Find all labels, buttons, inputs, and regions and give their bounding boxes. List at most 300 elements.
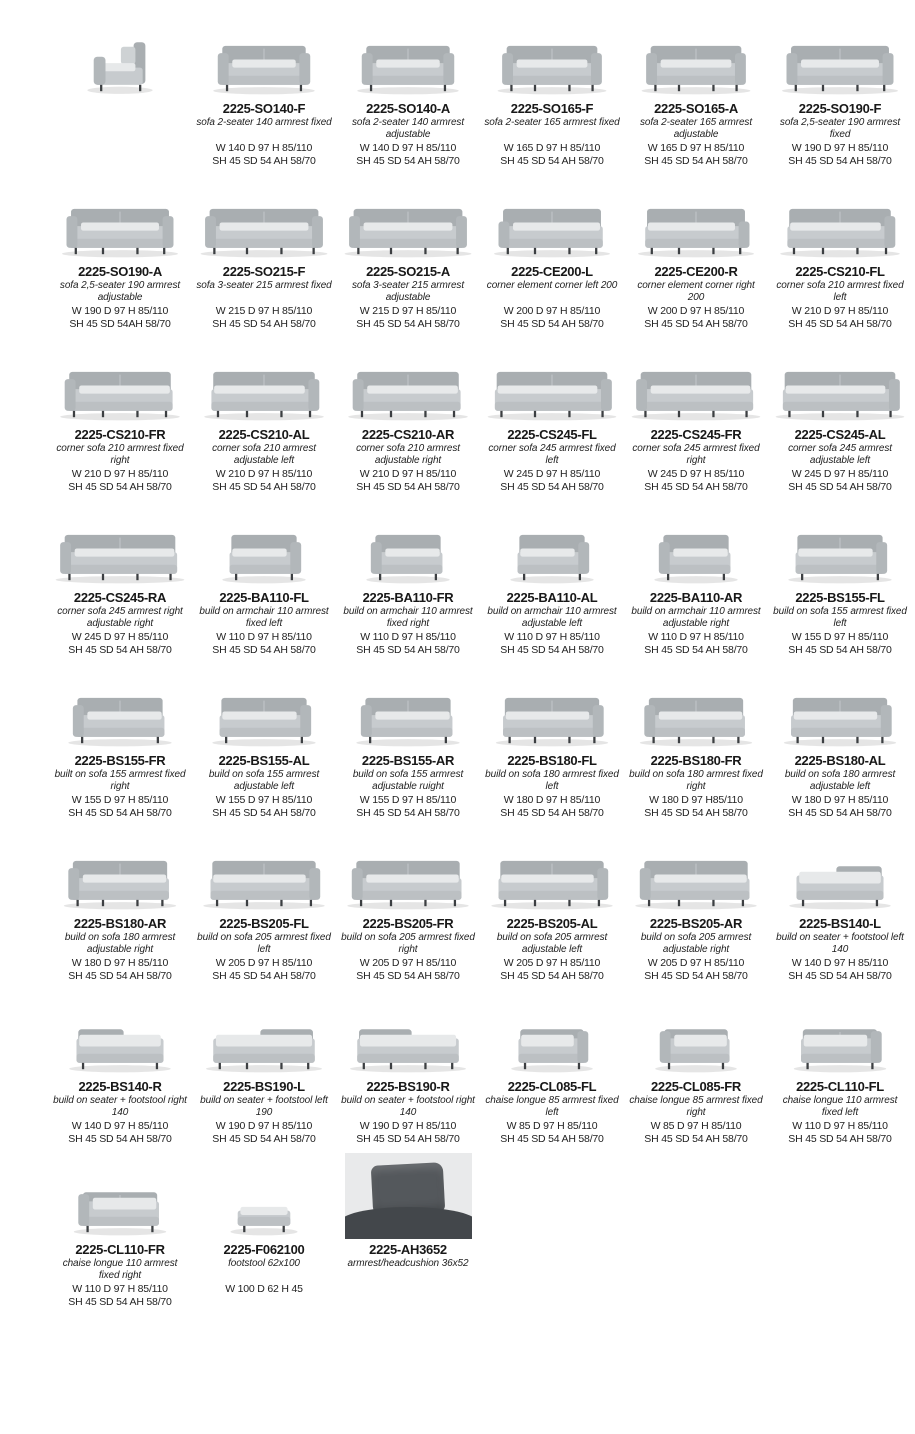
dimensions-line-seat: SH 45 SD 54 AH 58/70	[500, 481, 604, 493]
product-card	[768, 678, 912, 841]
dimensions-line-main: W 140 D 97 H 85/110	[71, 1120, 169, 1132]
product-dimensions	[628, 1120, 764, 1146]
product-dimensions	[772, 468, 908, 494]
product-description: corner element corner right 200	[637, 280, 755, 303]
dimensions-line-main: W 180 D 97 H85/110	[649, 794, 743, 806]
build-sofa-180-right-image	[628, 678, 764, 750]
sofa-render	[340, 193, 476, 261]
sofa-render	[52, 30, 188, 98]
dimensions-line-seat: SH 45 SD 54 AH 58/70	[356, 807, 460, 819]
product-description: build on sofa 205 armrest adjustable left	[496, 932, 608, 955]
dimensions-line-seat: SH 45 SD 54 AH 58/70	[68, 1133, 172, 1145]
sofa-render	[340, 845, 476, 913]
sofa-215-image	[340, 189, 476, 261]
sofa-render	[484, 1008, 620, 1076]
dimensions-line-main: W 245 D 97 H 85/110	[791, 468, 889, 480]
dimensions-line-main: W 110 D 97 H 85/110	[360, 631, 456, 643]
product-code: 2225-F062100	[223, 1242, 305, 1257]
product-description: build on sofa 180 armrest fixed right	[629, 769, 763, 792]
product-code: 2225-BS140-R	[78, 1079, 162, 1094]
dimensions-line-main: W 210 D 97 H 85/110	[215, 468, 313, 480]
armchair-right-image	[340, 515, 476, 587]
sofa-render	[196, 356, 332, 424]
sofa-165-image	[484, 26, 620, 98]
product-dimensions	[196, 142, 332, 168]
dimensions-line-main: W 245 D 97 H 85/110	[503, 468, 601, 480]
dimensions-line-seat: SH 45 SD 54 AH 58/70	[356, 1133, 460, 1145]
product-card	[768, 26, 912, 189]
product-code: 2225-CS210-FR	[74, 427, 166, 442]
product-card	[192, 515, 336, 678]
product-card	[480, 1004, 624, 1167]
product-description: build on seater + footstool left 140	[776, 932, 904, 955]
product-card	[768, 189, 912, 352]
dimensions-line-seat: SH 45 SD 54 AH 58/70	[356, 970, 460, 982]
product-dimensions	[484, 142, 620, 168]
dimensions-line-main: W 155 D 97 H 85/110	[215, 794, 313, 806]
product-description: build on sofa 180 armrest fixed left	[485, 769, 619, 792]
product-dimensions	[772, 305, 908, 331]
product-code: 2225-CS210-AL	[218, 427, 310, 442]
dimensions-line-main: W 155 D 97 H 85/110	[359, 794, 457, 806]
product-code: 2225-CL110-FR	[75, 1242, 165, 1257]
product-description: corner sofa 210 armrest adjustable right	[356, 443, 460, 466]
dimensions-line-main: W 110 D 97 H 85/110	[648, 631, 744, 643]
corner-element-left-image	[484, 189, 620, 261]
product-code: 2225-BS205-FR	[362, 916, 454, 931]
product-grid	[48, 26, 912, 1330]
product-card	[336, 189, 480, 352]
product-code: 2225-SO165-F	[510, 101, 594, 116]
chaise-110-right-image	[52, 1167, 188, 1239]
sofa-render	[340, 682, 476, 750]
product-card	[624, 26, 768, 189]
dimensions-line-seat: SH 45 SD 54 AH 58/70	[644, 155, 748, 167]
product-card	[624, 515, 768, 678]
product-card	[192, 1167, 336, 1330]
dimensions-line-seat: SH 45 SD 54 AH 58/70	[500, 318, 604, 330]
corner-element-right-image	[628, 189, 764, 261]
product-code: 2225-BS180-FL	[507, 753, 597, 768]
dimensions-line-seat: SH 45 SD 54 AH 58/70	[500, 1133, 604, 1145]
product-code: 2225-CS245-AL	[794, 427, 886, 442]
corner-sofa-245-left-image	[772, 352, 908, 424]
dimensions-line-main: W 165 D 97 H 85/110	[647, 142, 745, 154]
dimensions-line-main: W 190 D 97 H 85/110	[359, 1120, 457, 1132]
sofa-190-image	[772, 26, 908, 98]
product-description: build on sofa 155 armrest adjustable ruight	[352, 769, 464, 792]
dimensions-line-main: W 110 D 97 H 85/110	[216, 631, 312, 643]
sofa-render	[52, 682, 188, 750]
product-dimensions	[340, 142, 476, 168]
product-code: 2225-CS245-RA	[73, 590, 167, 605]
sofa-render	[52, 1008, 188, 1076]
corner-sofa-245-left-image	[484, 352, 620, 424]
product-card	[48, 515, 192, 678]
product-code: 2225-SO190-A	[78, 264, 162, 279]
product-dimensions	[196, 468, 332, 494]
product-card	[480, 678, 624, 841]
dimensions-line-seat: SH 45 SD 54 AH 58/70	[644, 1133, 748, 1145]
seater-footstool-190-left-image	[196, 1004, 332, 1076]
sofa-render	[484, 356, 620, 424]
sofa-render	[196, 30, 332, 98]
product-dimensions	[196, 1283, 332, 1296]
product-description: build on sofa 180 armrest adjustable right	[64, 932, 176, 955]
product-card	[624, 352, 768, 515]
product-description: corner sofa 245 armrest fixed left	[488, 443, 616, 466]
product-description: corner sofa 245 armrest adjustable left	[788, 443, 892, 466]
sofa-render	[196, 1008, 332, 1076]
product-dimensions	[196, 957, 332, 983]
product-dimensions	[628, 468, 764, 494]
product-code: 2225-BS190-L	[223, 1079, 305, 1094]
sofa-render	[340, 1008, 476, 1076]
sofa-215-image	[196, 189, 332, 261]
product-card	[624, 1004, 768, 1167]
product-description: build on sofa 205 armrest fixed left	[197, 932, 331, 955]
product-card	[192, 352, 336, 515]
dimensions-line-seat: SH 45 SD 54 AH 58/70	[356, 644, 460, 656]
dimensions-line-main: W 190 D 97 H 85/110	[791, 142, 889, 154]
sofa-render	[196, 845, 332, 913]
product-description: corner sofa 245 armrest fixed right	[632, 443, 760, 466]
product-code: 2225-SO215-A	[366, 264, 450, 279]
dimensions-line-main: W 180 D 97 H 85/110	[791, 794, 889, 806]
sofa-render	[52, 519, 188, 587]
product-dimensions	[52, 1283, 188, 1309]
dimensions-line-seat: SH 45 SD 54 AH 58/70	[212, 970, 316, 982]
sofa-render	[484, 193, 620, 261]
product-description: chaise longue 85 armrest fixed right	[629, 1095, 763, 1118]
product-dimensions	[628, 794, 764, 820]
sofa-190-image	[52, 189, 188, 261]
sofa-render	[628, 193, 764, 261]
headcushion-image	[340, 1153, 476, 1239]
product-dimensions	[628, 305, 764, 331]
chaise-85-right-image	[628, 1004, 764, 1076]
product-dimensions	[196, 631, 332, 657]
sofa-render	[484, 682, 620, 750]
build-sofa-205-right-image	[628, 841, 764, 913]
product-card	[336, 841, 480, 1004]
product-card	[480, 515, 624, 678]
product-description: corner sofa 210 armrest fixed left	[776, 280, 904, 303]
dimensions-line-seat: SH 45 SD 54 AH 58/70	[644, 318, 748, 330]
headcushion-photo	[345, 1153, 472, 1239]
product-description: sofa 2,5-seater 190 armrest adjustable	[59, 280, 181, 303]
product-description: chaise longue 110 armrest fixed left	[782, 1095, 898, 1118]
product-code: 2225-SO165-A	[654, 101, 738, 116]
product-card	[624, 841, 768, 1004]
product-description: build on seater + footstool right 140	[53, 1095, 187, 1118]
product-description: sofa 2-seater 165 armrest adjustable	[640, 117, 752, 140]
product-code: 2225-BA110-FR	[362, 590, 454, 605]
sofa-render	[772, 193, 908, 261]
product-dimensions	[628, 957, 764, 983]
product-card	[192, 1004, 336, 1167]
armchair-right-image	[628, 515, 764, 587]
dimensions-line-seat: SH 45 SD 54 AH 58/70	[788, 970, 892, 982]
sofa-render	[772, 356, 908, 424]
sofa-render	[484, 519, 620, 587]
dimensions-line-main: W 180 D 97 H 85/110	[503, 794, 601, 806]
dimensions-line-main: W 155 D 97 H 85/110	[71, 794, 169, 806]
product-dimensions	[340, 957, 476, 983]
footstool-image	[196, 1167, 332, 1239]
product-dimensions	[52, 468, 188, 494]
product-code: 2225-BS205-AL	[506, 916, 598, 931]
seater-footstool-190-right-image	[340, 1004, 476, 1076]
product-description	[52, 101, 188, 124]
sofa-render	[628, 1008, 764, 1076]
product-card	[768, 841, 912, 1004]
dimensions-line-seat: SH 45 SD 54 AH 58/70	[212, 318, 316, 330]
product-card	[192, 26, 336, 189]
sofa-render	[772, 845, 908, 913]
dimensions-line-seat: SH 45 SD 54 AH 58/70	[788, 155, 892, 167]
dimensions-line-seat: SH 45 SD 54 AH 58/70	[788, 807, 892, 819]
product-description: footstool 62x100	[228, 1258, 300, 1269]
product-description: build on sofa 155 armrest adjustable left	[208, 769, 320, 792]
dimensions-line-main: W 200 D 97 H 85/110	[647, 305, 745, 317]
product-description: chaise longue 110 armrest fixed right	[62, 1258, 178, 1281]
product-code: 2225-SO190-F	[798, 101, 882, 116]
product-card	[624, 678, 768, 841]
sofa-render	[52, 193, 188, 261]
product-card	[480, 189, 624, 352]
product-description: build on sofa 205 armrest adjustable right	[640, 932, 752, 955]
dimensions-line-main: W 210 D 97 H 85/110	[791, 305, 889, 317]
dimensions-line-main: W 205 D 97 H 85/110	[215, 957, 313, 969]
product-dimensions	[772, 957, 908, 983]
dimensions-line-main: W 245 D 97 H 85/110	[647, 468, 745, 480]
product-code: 2225-SO215-F	[222, 264, 306, 279]
product-dimensions	[52, 957, 188, 983]
product-card	[192, 678, 336, 841]
product-description: corner element corner left 200	[486, 280, 618, 291]
product-card	[48, 189, 192, 352]
product-card	[336, 1167, 480, 1330]
product-code: 2225-CE200-R	[654, 264, 738, 279]
product-code: 2225-CL085-FR	[650, 1079, 742, 1094]
build-sofa-155-left-image	[772, 515, 908, 587]
dimensions-line-seat: SH 45 SD 54AH 58/70	[69, 318, 171, 330]
product-code: 2225-SO140-F	[222, 101, 306, 116]
product-code: 2225-BS205-FL	[219, 916, 309, 931]
product-dimensions	[52, 305, 188, 331]
product-card	[768, 352, 912, 515]
build-sofa-205-left-image	[484, 841, 620, 913]
corner-sofa-245-right-image	[52, 515, 188, 587]
dimensions-line-seat: SH 45 SD 54 AH 58/70	[68, 481, 172, 493]
product-dimensions	[772, 142, 908, 168]
dimensions-line-main: W 205 D 97 H 85/110	[503, 957, 601, 969]
product-description: sofa 2,5-seater 190 armrest fixed	[779, 117, 901, 140]
dimensions-line-main: W 110 D 97 H 85/110	[504, 631, 600, 643]
dimensions-line-seat: SH 45 SD 54 AH 58/70	[500, 644, 604, 656]
product-description: corner sofa 210 armrest fixed right	[56, 443, 184, 466]
product-card	[192, 189, 336, 352]
dimensions-line-seat: SH 45 SD 54 AH 58/70	[212, 481, 316, 493]
dimensions-line-main: W 140 D 97 H 85/110	[791, 957, 889, 969]
dimensions-line-main: W 245 D 97 H 85/110	[71, 631, 169, 643]
dimensions-line-seat: SH 45 SD 54 AH 58/70	[68, 1296, 172, 1308]
product-description: chaise longue 85 armrest fixed left	[485, 1095, 619, 1118]
dimensions-line-seat: SH 45 SD 54 AH 58/70	[500, 807, 604, 819]
dimensions-line-seat: SH 45 SD 54 AH 58/70	[644, 970, 748, 982]
product-code: 2225-CL085-FL	[507, 1079, 597, 1094]
product-code: 2225-AH3652	[369, 1242, 447, 1257]
product-description: sofa 2-seater 165 armrest fixed	[484, 117, 620, 128]
dimensions-line-main: W 215 D 97 H 85/110	[215, 305, 313, 317]
product-card	[336, 515, 480, 678]
dimensions-line-seat: SH 45 SD 54 AH 58/70	[500, 970, 604, 982]
product-card	[48, 26, 192, 189]
dimensions-line-main: W 110 D 97 H 85/110	[72, 1283, 168, 1295]
sofa-render	[196, 682, 332, 750]
sofa-render	[52, 1171, 188, 1239]
product-dimensions	[52, 631, 188, 657]
product-description: build on sofa 155 armrest fixed left	[773, 606, 907, 629]
dimensions-line-main: W 210 D 97 H 85/110	[359, 468, 457, 480]
corner-sofa-210-left-image	[196, 352, 332, 424]
product-description: corner sofa 210 armrest adjustable left	[212, 443, 316, 466]
product-dimensions	[772, 1120, 908, 1146]
product-dimensions	[52, 1120, 188, 1146]
dimensions-line-seat: SH 45 SD 54 AH 58/70	[356, 481, 460, 493]
product-dimensions	[484, 957, 620, 983]
corner-sofa-210-left-image	[772, 189, 908, 261]
dimensions-line-seat: SH 45 SD 54 AH 58/70	[356, 318, 460, 330]
dimensions-line-seat: SH 45 SD 54 AH 58/70	[788, 318, 892, 330]
product-card	[48, 678, 192, 841]
build-sofa-205-right-image	[340, 841, 476, 913]
product-description: build on seater + footstool right 140	[341, 1095, 475, 1118]
corner-sofa-245-right-image	[628, 352, 764, 424]
product-description: build on sofa 180 armrest adjustable left	[784, 769, 896, 792]
sofa-render	[52, 356, 188, 424]
dimensions-line-main: W 210 D 97 H 85/110	[71, 468, 169, 480]
dimensions-line-seat: SH 45 SD 54 AH 58/70	[356, 155, 460, 167]
product-dimensions	[628, 142, 764, 168]
sofa-render	[772, 30, 908, 98]
sofa-render	[628, 519, 764, 587]
dimensions-line-seat: SH 45 SD 54 AH 58/70	[68, 644, 172, 656]
product-dimensions	[484, 305, 620, 331]
product-description: build on armchair 110 armrest adjustable right	[631, 606, 761, 629]
product-dimensions	[772, 794, 908, 820]
product-dimensions	[196, 794, 332, 820]
product-dimensions	[340, 305, 476, 331]
dimensions-line-main: W 155 D 97 H 85/110	[791, 631, 889, 643]
dimensions-line-main: W 140 D 97 H 85/110	[359, 142, 457, 154]
product-card	[624, 189, 768, 352]
sofa-render	[628, 356, 764, 424]
dimensions-line-main: W 180 D 97 H 85/110	[71, 957, 169, 969]
dimensions-line-main: W 140 D 97 H 85/110	[215, 142, 313, 154]
sofa-render	[772, 519, 908, 587]
sofa-render	[484, 30, 620, 98]
dimensions-line-main: W 200 D 97 H 85/110	[503, 305, 601, 317]
armchair-left-image	[484, 515, 620, 587]
dimensions-line-main: W 100 D 62 H 45	[225, 1283, 303, 1295]
product-dimensions	[484, 468, 620, 494]
product-code: 2225-CS245-FL	[507, 427, 597, 442]
sofa-render	[484, 845, 620, 913]
product-description: sofa 2-seater 140 armrest adjustable	[352, 117, 464, 140]
dimensions-line-seat: SH 45 SD 54 AH 58/70	[212, 1133, 316, 1145]
dimensions-line-seat: SH 45 SD 54 AH 58/70	[68, 807, 172, 819]
product-code: 2225-BA110-AL	[506, 590, 598, 605]
product-code: 2225-SO140-A	[366, 101, 450, 116]
product-dimensions	[52, 794, 188, 820]
chaise-110-left-image	[772, 1004, 908, 1076]
product-dimensions	[340, 468, 476, 494]
dimensions-line-seat: SH 45 SD 54 AH 58/70	[644, 807, 748, 819]
sofa-render	[52, 845, 188, 913]
product-code: 2225-BS190-R	[366, 1079, 450, 1094]
product-card	[480, 352, 624, 515]
sofa-140-image	[196, 26, 332, 98]
sofa-render	[196, 193, 332, 261]
product-card	[336, 26, 480, 189]
sofa-render	[628, 682, 764, 750]
dimensions-line-main: W 165 D 97 H 85/110	[503, 142, 601, 154]
chaise-85-left-image	[484, 1004, 620, 1076]
product-dimensions	[484, 1120, 620, 1146]
corner-sofa-210-right-image	[340, 352, 476, 424]
product-description: build on armchair 110 armrest adjustable left	[487, 606, 617, 629]
dimensions-line-seat: SH 45 SD 54 AH 58/70	[788, 644, 892, 656]
product-description: corner sofa 245 armrest right adjustable right	[57, 606, 183, 629]
dimensions-line-seat: SH 45 SD 54 AH 58/70	[644, 481, 748, 493]
sofa-140-image	[340, 26, 476, 98]
dimensions-line-seat: SH 45 SD 54 AH 58/70	[788, 481, 892, 493]
product-dimensions	[340, 794, 476, 820]
product-description: built on sofa 155 armrest fixed right	[54, 769, 186, 792]
product-card	[480, 841, 624, 1004]
dimensions-line-seat: SH 45 SD 54 AH 58/70	[788, 1133, 892, 1145]
product-code: 2225-CL110-FL	[796, 1079, 884, 1094]
seater-footstool-140-right-image	[52, 1004, 188, 1076]
product-code: 2225-BS155-FL	[795, 590, 885, 605]
product-dimensions	[484, 631, 620, 657]
build-sofa-205-left-image	[196, 841, 332, 913]
product-description: sofa 3-seater 215 armrest adjustable	[352, 280, 464, 303]
sofa-render	[628, 845, 764, 913]
product-code: 2225-CS210-FL	[795, 264, 885, 279]
dimensions-line-seat: SH 45 SD 54 AH 58/70	[644, 644, 748, 656]
product-description: build on armchair 110 armrest fixed left	[199, 606, 329, 629]
dimensions-line-main: W 215 D 97 H 85/110	[359, 305, 457, 317]
product-code: 2225-BA110-FL	[219, 590, 309, 605]
dimensions-line-seat: SH 45 SD 54 AH 58/70	[212, 644, 316, 656]
dimensions-line-main: W 205 D 97 H 85/110	[647, 957, 745, 969]
product-code: 2225-BS205-AR	[649, 916, 743, 931]
sofa-render	[772, 682, 908, 750]
product-description: sofa 3-seater 215 armrest fixed	[196, 280, 332, 291]
armchair-left-image	[196, 515, 332, 587]
sofa-render	[196, 1171, 332, 1239]
sofa-render	[628, 30, 764, 98]
sofa-render	[340, 30, 476, 98]
product-code: 2225-BS180-FR	[650, 753, 742, 768]
product-dimensions	[484, 794, 620, 820]
product-code: 2225-CE200-L	[511, 264, 593, 279]
sofa-render	[772, 1008, 908, 1076]
dimensions-line-seat: SH 45 SD 54 AH 58/70	[212, 807, 316, 819]
